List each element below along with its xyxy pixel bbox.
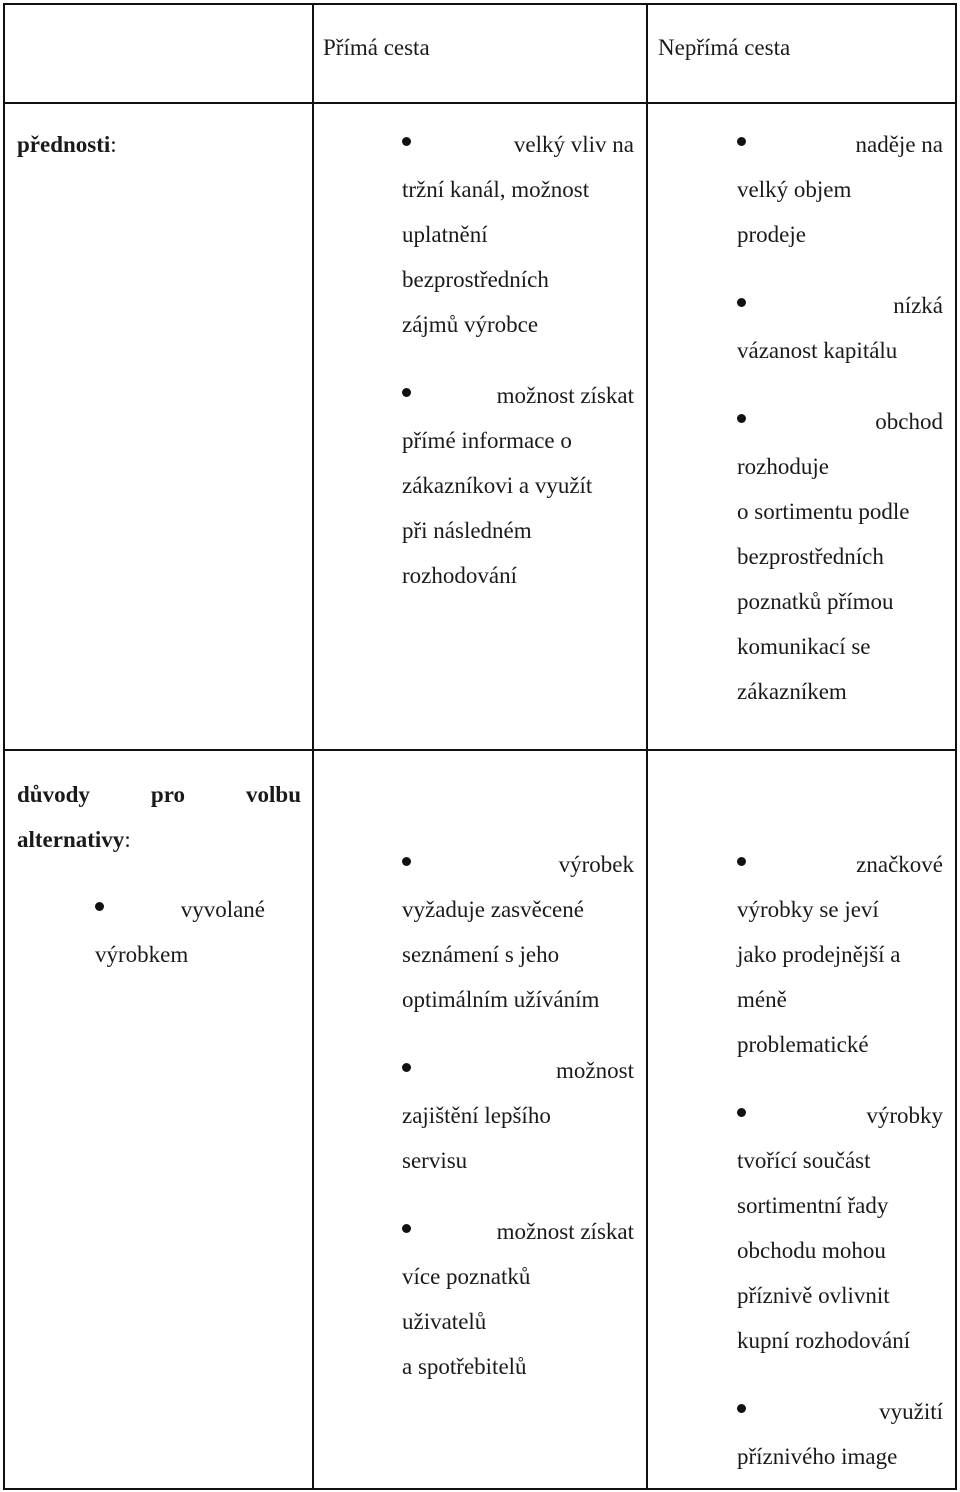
- bullet-icon: [737, 1404, 746, 1413]
- list-item: vyvolané výrobkem: [95, 897, 265, 967]
- header-direct: Přímá cesta: [323, 35, 430, 60]
- header-indirect: Nepřímá cesta: [658, 35, 791, 60]
- bullet-icon: [737, 137, 746, 146]
- reasons-indirect-list: [737, 842, 943, 1479]
- reasons-label-2: alternativy: [17, 827, 125, 852]
- bullet-icon: [402, 1224, 411, 1233]
- bullet-icon: [95, 902, 104, 911]
- list-item: naděje na velký objem prodeje: [737, 132, 943, 247]
- row-divider: [5, 749, 955, 751]
- row-label-reasons: [17, 772, 301, 862]
- list-item: výrobek vyžaduje zasvěcené seznámení s jeho optimálním užíváním: [402, 852, 634, 1012]
- bullet-icon: [737, 1108, 746, 1117]
- reasons-colon: :: [124, 827, 131, 852]
- bullet-icon: [737, 298, 746, 307]
- list-item: výrobky tvořící součást sortimentní řady obchodu mohou příznivě ovlivnit kupní rozhodování: [737, 1103, 943, 1353]
- row-divider: [5, 102, 955, 104]
- bullet-icon: [402, 388, 411, 397]
- bullet-icon: [402, 857, 411, 866]
- advantages-label: přednosti: [17, 132, 111, 157]
- reasons-label: důvody pro volbu: [17, 782, 301, 807]
- row-label-advantages: [17, 122, 117, 167]
- bullet-icon: [402, 1063, 411, 1072]
- list-item: značkové výrobky se jeví jako prodejnější a méně problematické: [737, 852, 943, 1057]
- list-item: využití příznivého image: [737, 1399, 943, 1469]
- list-item: možnost zajištění lepšího servisu: [402, 1058, 634, 1173]
- list-item: nízká vázanost kapitálu: [737, 293, 943, 363]
- list-item: možnost získat více poznatků uživatelů a spotřebitelů: [402, 1219, 634, 1379]
- comparison-table: [3, 3, 957, 1490]
- bullet-icon: [737, 857, 746, 866]
- bullet-icon: [402, 137, 411, 146]
- reasons-direct-list: [402, 842, 634, 1389]
- list-item: obchod rozhoduje o sortimentu podle bezprostředních poznatků přímou komunikací se zákazníkem: [737, 409, 943, 704]
- advantages-direct-list: [402, 122, 634, 598]
- column-divider: [646, 5, 648, 1488]
- list-item: možnost získat přímé informace o zákazníkovi a využít při následném rozhodování: [402, 383, 634, 588]
- advantages-colon: :: [110, 132, 117, 157]
- column-divider: [312, 5, 314, 1488]
- reasons-side-list: [95, 887, 265, 977]
- list-item: velký vliv na tržní kanál, možnost uplatnění bezprostředních zájmů výrobce: [402, 132, 634, 337]
- advantages-indirect-list: [737, 122, 943, 714]
- bullet-icon: [737, 414, 746, 423]
